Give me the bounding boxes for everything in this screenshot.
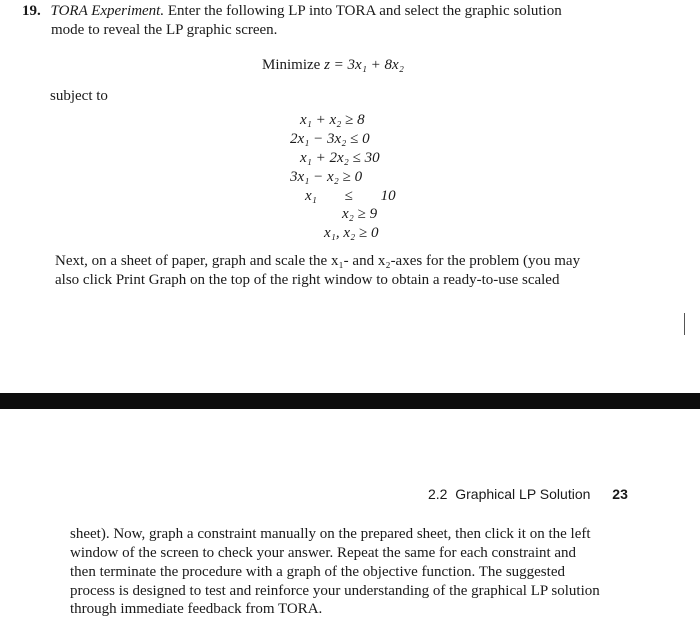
page-divider xyxy=(0,393,700,409)
problem-title: TORA Experiment. xyxy=(50,3,165,19)
constraint-6: x₂ ≥ 9 xyxy=(342,206,378,222)
continuation-line-4: process is designed to test and reinforce your understanding of the graphical LP solution xyxy=(70,583,600,599)
objective-function xyxy=(262,56,404,75)
constraint-5: x₁ ≤ 10 xyxy=(305,188,396,204)
page-header xyxy=(428,486,628,502)
problem-number: 19. xyxy=(22,3,41,19)
objective-expression: z = 3x₁ + 8x₂ xyxy=(324,57,404,73)
continuation-line-5: through immediate feedback from TORA. xyxy=(70,601,323,617)
problem-intro-text: Enter the following LP into TORA and select the graphic solution xyxy=(164,3,562,19)
constraint-4: 3x₁ − x₂ ≥ 0 xyxy=(290,169,363,185)
problem-intro xyxy=(22,2,562,21)
constraint-7: x₁, x₂ ≥ 0 xyxy=(324,225,379,241)
margin-mark xyxy=(683,313,686,335)
subject-to-label: subject to xyxy=(50,88,108,104)
problem-intro-line2: mode to reveal the LP graphic screen. xyxy=(51,22,278,38)
continuation-line-1: sheet). Now, graph a constraint manually on the prepared sheet, then click it on the left xyxy=(70,526,591,542)
next-para-line2: also click Print Graph on the top of the right window to obtain a ready-to-use scaled xyxy=(55,272,560,288)
continuation-line-3: then terminate the procedure with a graph of the objective function. The suggested xyxy=(70,564,565,580)
constraint-1: x₁ + x₂ ≥ 8 xyxy=(300,112,365,128)
next-para-line1: Next, on a sheet of paper, graph and scale the x₁- and x₂-axes for the problem (you may xyxy=(55,253,581,269)
constraint-3: x₁ + 2x₂ ≤ 30 xyxy=(300,150,380,166)
continuation-line-2: window of the screen to check your answer. Repeat the same for each constraint and xyxy=(70,545,577,561)
constraint-2: 2x₁ − 3x₂ ≤ 0 xyxy=(290,131,370,147)
objective-label: Minimize xyxy=(262,57,321,73)
page-number: 23 xyxy=(612,486,628,502)
section-title: 2.2 Graphical LP Solution xyxy=(428,486,591,502)
